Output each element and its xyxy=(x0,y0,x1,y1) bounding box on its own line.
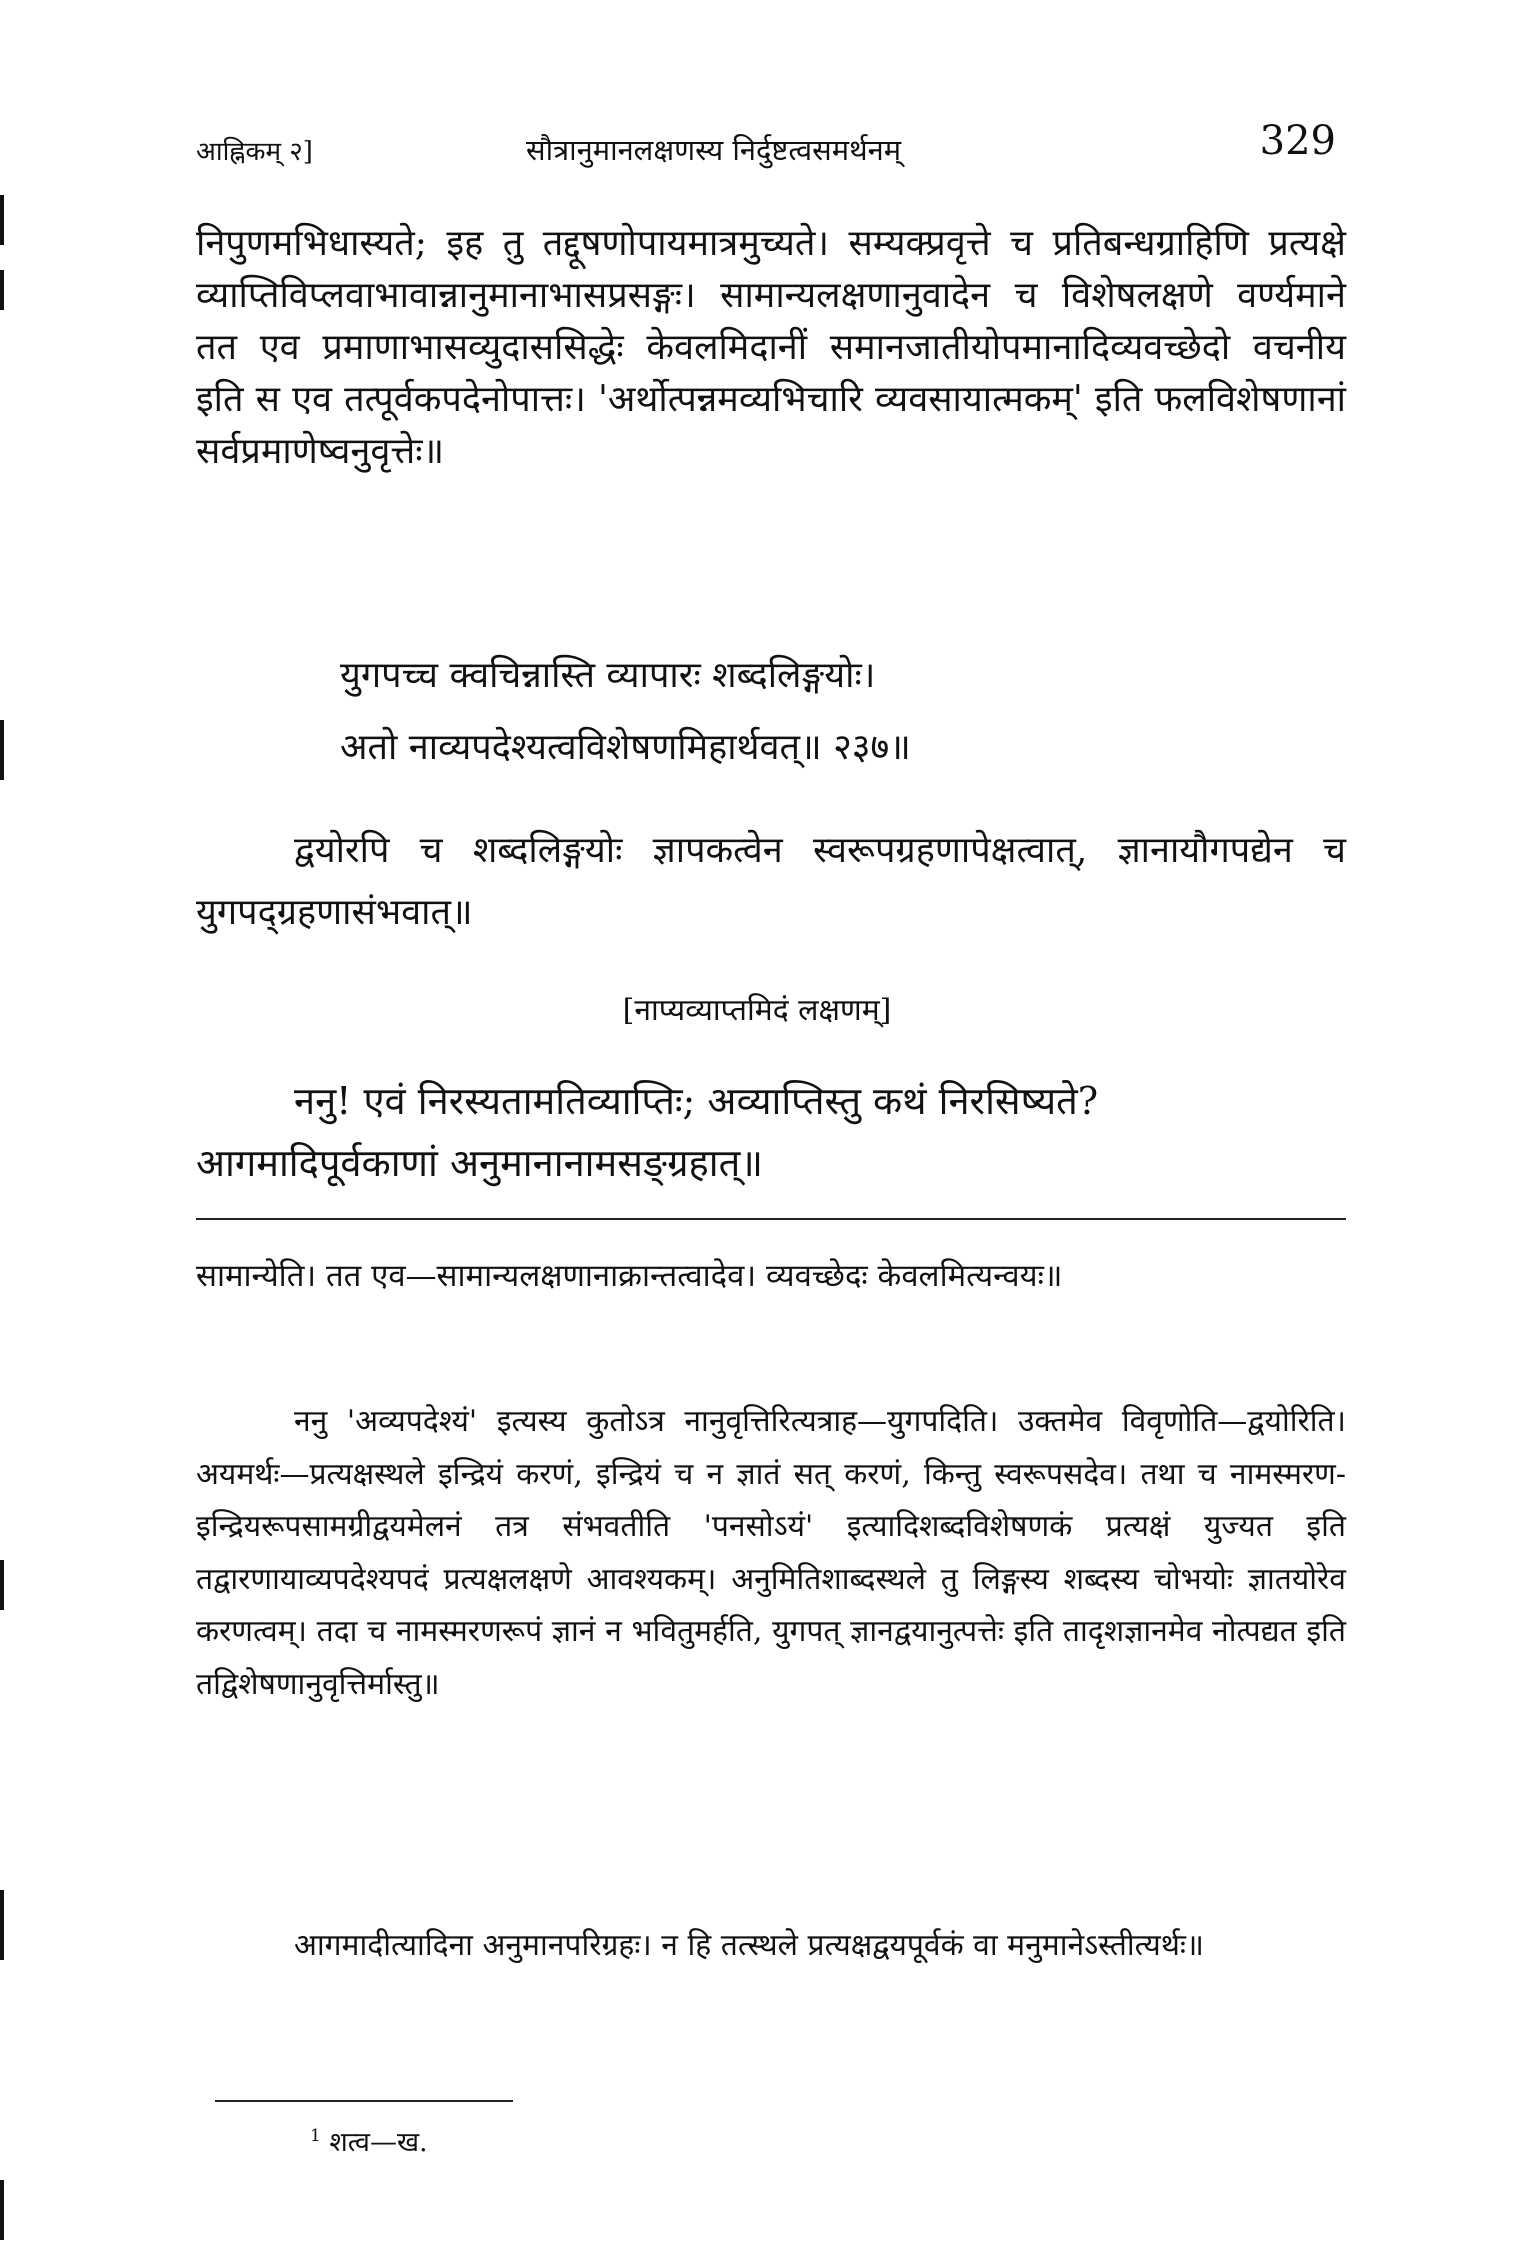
explanation-paragraph: द्वयोरपि च शब्दलिङ्गयोः ज्ञापकत्वेन स्वरूपग्रहणापेक्षत्वात्, ज्ञानायौगपद्येन च युगपद्ग्रहणासंभवात्॥ xyxy=(196,830,1346,933)
scan-edge-mark xyxy=(0,2180,4,2240)
scan-edge-mark xyxy=(0,270,4,310)
scan-edge-mark xyxy=(0,1560,4,1610)
running-header xyxy=(196,118,1346,178)
commentary-paragraph-3: आगमादीत्यादिना अनुमानपरिग्रहः। न हि तत्स्थले प्रत्यक्षद्वयपूर्वकं वा मनुमानेऽस्तीत्यर्थः॥ xyxy=(294,1928,1204,1963)
scan-edge-mark xyxy=(0,1890,4,1960)
verse-line-1: युगपच्च क्वचिन्नास्ति व्यापारः शब्दलिङ्गयोः। xyxy=(340,655,876,696)
main-paragraph: निपुणमभिधास्यते; इह तु तद्दूषणोपायमात्रमुच्यते। सम्यक्प्रवृत्ते च प्रतिबन्धग्राहिणि प्रत्यक्षे व्याप्तिविप्लवाभावान्नानुमानाभासप्रसङ्गः। सामान्यलक्षणानुवादेन च विशेषलक्षणे वर्ण्यमाने तत एव प्रमाणाभासव्युदाससिद्धेः केवलमिदानीं समानजातीयोपमानादिव्यवच्छेदो वचनीय इति स एव तत्पूर्वकपदेनोपात्तः। 'अर्थोत्पन्नमव्यभिचारि व्यवसायात्मकम्' इति फलविशेषणानां सर्वप्रमाणेष्वनुवृत्तेः॥ xyxy=(196,223,1346,472)
footnote-marker: 1 xyxy=(310,2126,321,2146)
scan-edge-mark xyxy=(0,720,4,780)
text-divider xyxy=(196,1218,1346,1220)
commentary-paragraph-2: ननु 'अव्यपदेश्यं' इत्यस्य कुतोऽत्र नानुवृत्तिरित्यत्राह—युगपदिति। उक्तमेव विवृणोति—द्वयोरिति। अयमर्थः—प्रत्यक्षस्थले इन्द्रियं करणं, इन्द्रियं च न ज्ञातं सत् करणं, किन्तु स्वरूपसदेव। तथा च नामस्मरण-इन्द्रियरूपसामग्रीद्वयमेलनं तत्र संभवतीति 'पनसोऽयं' इत्यादिशब्दविशेषणकं प्रत्यक्षं युज्यत इति तद्वारणायाव्यपदेश्यपदं प्रत्यक्षलक्षणे आवश्यकम्। अनुमितिशाब्दस्थले तु लिङ्गस्य शब्दस्य चोभयोः ज्ञातयोरेव करणत्वम्। तदा च नामस्मरणरूपं ज्ञानं न भवितुमर्हति, युगपत् ज्ञानद्वयानुत्पत्तेः इति तादृशज्ञानमेव नोत्पद्यत इति तद्विशेषणानुवृत्तिर्मास्तु॥ xyxy=(196,1404,1346,1702)
page-number: 329 xyxy=(1259,118,1336,164)
scan-edge-mark xyxy=(0,195,4,245)
chapter-label: आह्निकम् २] xyxy=(196,137,313,167)
section-heading: सौत्रानुमानलक्षणस्य निर्दुष्टत्वसमर्थनम् xyxy=(526,133,902,167)
verse-line-2: अतो नाव्यपदेश्यत्वविशेषणमिहार्थवत्॥ २३७॥ xyxy=(340,727,911,768)
section-title: [नाप्यव्याप्तमिदं लक्षणम्] xyxy=(622,993,892,1028)
footnote-divider xyxy=(215,2100,513,2102)
footnote xyxy=(310,2122,428,2159)
footnote-text: शत्व—ख. xyxy=(329,2127,428,2158)
objection-paragraph: ननु! एवं निरस्यतामतिव्याप्तिः; अव्याप्तिस्तु कथं निरसिष्यते? आगमादिपूर्वकाणां अनुमानानामसङ्ग्रहात्॥ xyxy=(196,1079,1099,1185)
commentary-paragraph-1: सामान्येति। तत एव—सामान्यलक्षणानाक्रान्तत्वादेव। व्यवच्छेदः केवलमित्यन्वयः॥ xyxy=(196,1258,1063,1294)
